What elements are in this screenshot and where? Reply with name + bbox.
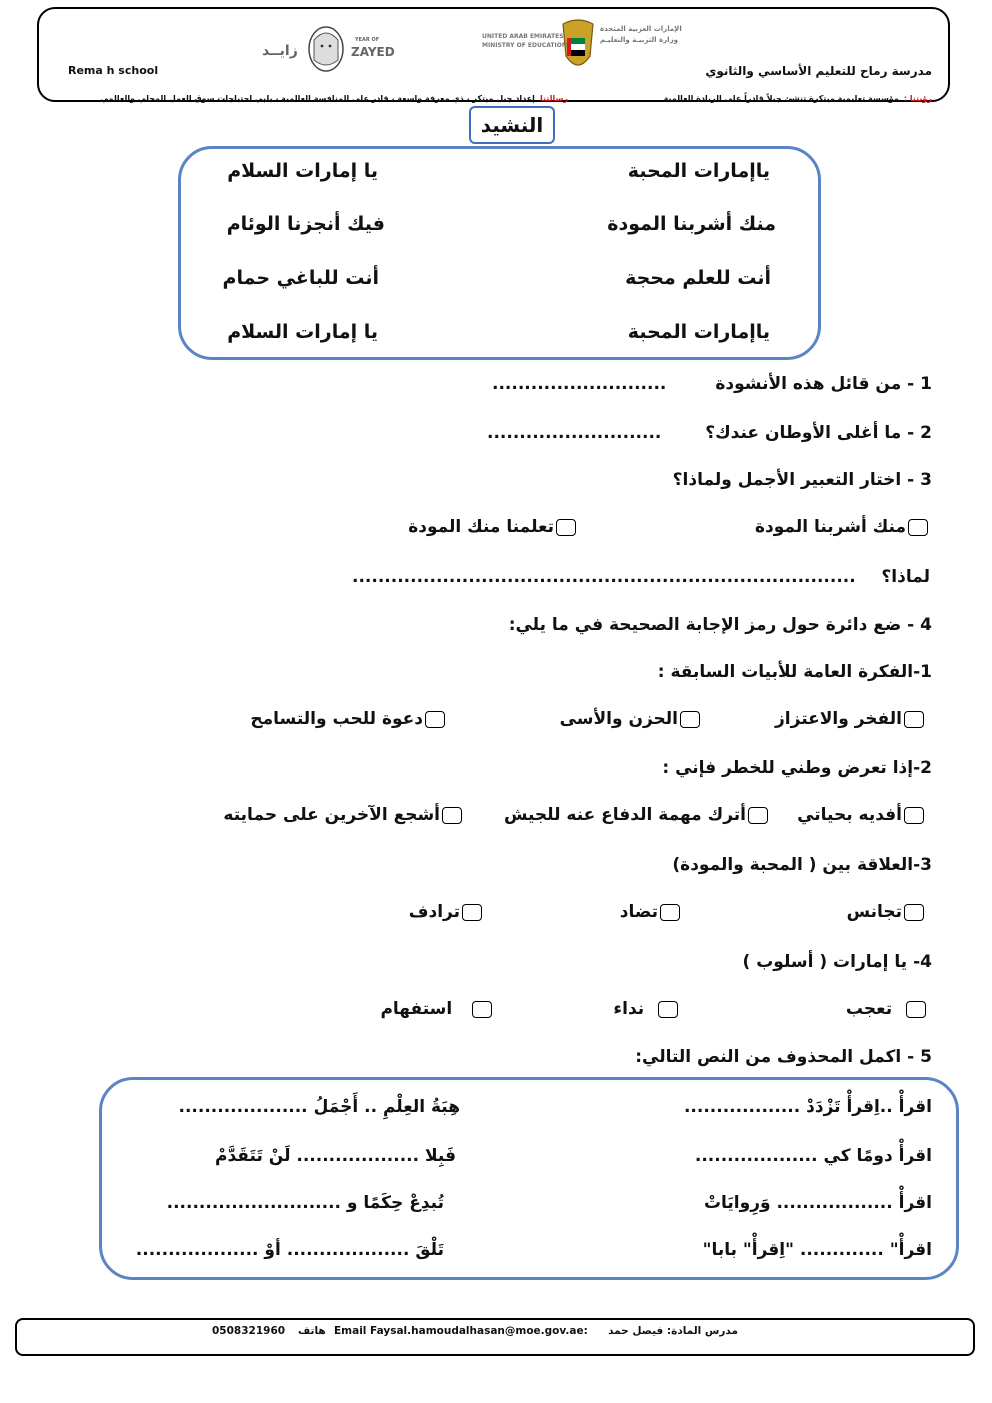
footer-phone: 0508321960 — [212, 1325, 286, 1337]
s2-option-3[interactable] — [223, 805, 464, 825]
s3-option-3-label: ترادف — [408, 902, 460, 922]
zayed-logo-en: ZAYED — [351, 45, 395, 59]
s1-option-2-label: الحزن والأسى — [559, 709, 678, 729]
s4-option-3[interactable] — [380, 999, 494, 1019]
s2-option-2-checkbox[interactable] — [748, 807, 768, 824]
s1-option-1-label: الفخر والاعتزاز — [775, 709, 902, 729]
question-4: 4 - ضع دائرة حول رمز الإجابة الصحيحة في ما يلي: — [508, 615, 932, 635]
school-name-en: Rema h school — [68, 64, 159, 77]
poem-line-4-right: ياإمارات المحبة — [627, 321, 770, 343]
vision-text: مؤسسة تعليمية مبتكرة تنشئ جيلاً قادراً على الريادة العالمية — [663, 94, 899, 103]
q3-option-2[interactable] — [408, 517, 578, 537]
ministry-en-1: UNITED ARAB EMIRATES — [482, 33, 564, 40]
fill-line-2-right[interactable]: اقرأْ دومًا كي ................... — [694, 1146, 932, 1166]
s3-option-2[interactable] — [620, 902, 682, 922]
question-1-answer[interactable]: ........................... — [492, 374, 667, 394]
poem-line-2-left: فيك أنجزنا الوئام — [226, 213, 385, 235]
poem-line-1-left: يا إمارات السلام — [227, 160, 378, 182]
q3-option-2-label: تعلمنا منك المودة — [408, 517, 554, 537]
s3-option-1-checkbox[interactable] — [904, 904, 924, 921]
q3-option-2-checkbox[interactable] — [556, 519, 576, 536]
s4-option-1-label: تعجب — [845, 999, 893, 1019]
q3-option-1[interactable] — [755, 517, 930, 537]
vision-label: رؤيتنا : — [903, 94, 932, 103]
fill-line-3-left[interactable]: تُبدِعْ حِكَمًا و ........................... — [166, 1193, 444, 1213]
fill-line-4-left[interactable]: تَلْقَ ................... أوْ ................... — [135, 1240, 444, 1260]
s4-option-1-checkbox[interactable] — [906, 1001, 926, 1018]
footer-frame — [15, 1318, 975, 1356]
poem-line-1-right: ياإمارات المحبة — [627, 160, 770, 182]
ministry-ar-2: وزارة التربيـة والتعليـم — [600, 36, 678, 44]
s2-option-2[interactable] — [504, 805, 770, 825]
s1-option-3[interactable] — [250, 709, 447, 729]
s2-option-2-label: أترك مهمة الدفاع عنه للجيش — [503, 805, 746, 825]
s4-option-2-label: نداء — [613, 999, 645, 1019]
q4-sub-3: 3-العلاقة بين ( المحبة والمودة) — [672, 855, 932, 875]
poem-line-2-right: منك أشربنا المودة — [607, 213, 776, 235]
s2-option-1-checkbox[interactable] — [904, 807, 924, 824]
s4-option-2-checkbox[interactable] — [658, 1001, 678, 1018]
school-name-ar: مدرسة رماح للتعليم الأساسي والثانوي — [705, 64, 932, 78]
ministry-en-2: MINISTRY OF EDUCATION — [482, 42, 567, 49]
footer-phone-label: هاتف — [298, 1325, 326, 1337]
fill-line-2-left[interactable]: فَبِلا ................... لَنْ تَتَقَدَّمْ — [215, 1146, 456, 1166]
footer-teacher: مدرس المادة: فيصل حمد — [608, 1325, 738, 1337]
s2-option-1[interactable] — [797, 805, 926, 825]
footer-email: Email Faysal.hamoudalhasan@moe.gov.ae: — [334, 1325, 588, 1337]
vision-line — [664, 86, 932, 105]
fill-line-4-right[interactable]: اقرأْ" ............. "اِقرأْ" بابا" — [702, 1240, 932, 1260]
s3-option-3-checkbox[interactable] — [462, 904, 482, 921]
s3-option-3[interactable] — [409, 902, 484, 922]
s3-option-1[interactable] — [847, 902, 926, 922]
question-2: 2 - ما أغلى الأوطان عندك؟ — [705, 423, 932, 443]
s1-option-3-checkbox[interactable] — [425, 711, 445, 728]
page-title: النشيد — [469, 106, 555, 144]
question-1: 1 - من قائل هذه الأنشودة — [715, 374, 932, 394]
q4-sub-4: 4- يا إمارات ( أسلوب ) — [742, 952, 932, 972]
q4-sub-2: 2-إذا تعرض وطني للخطر فإني : — [662, 758, 932, 778]
s1-option-2[interactable] — [560, 709, 702, 729]
s4-option-1[interactable] — [846, 999, 928, 1019]
s3-option-1-label: تجانس — [846, 902, 902, 922]
mission-text: إعداد جيل مبتكر ، ذي معرفة واسعة ، قادر على المنافسة العالمية ، يلبي احتياجات سوق العمل المحلي والعالمي — [100, 94, 535, 103]
zayed-logo-ar: زايــد — [262, 43, 298, 59]
s3-option-2-label: تضاد — [619, 902, 658, 922]
q3-option-1-label: منك أشربنا المودة — [755, 517, 906, 537]
zayed-logo-year: YEAR OF — [355, 37, 380, 43]
q3-option-1-checkbox[interactable] — [908, 519, 928, 536]
poem-line-3-right: أنت للعلم محجة — [625, 267, 771, 289]
s4-option-2[interactable] — [613, 999, 680, 1019]
mission-line — [100, 86, 568, 105]
s1-option-1[interactable] — [775, 709, 926, 729]
q4-sub-1: 1-الفكرة العامة للأبيات السابقة : — [657, 662, 932, 682]
poem-line-3-left: أنت للباغي حمام — [222, 267, 379, 289]
q3-why: لماذا؟ — [881, 567, 930, 587]
poem-line-4-left: يا إمارات السلام — [227, 321, 378, 343]
s1-option-1-checkbox[interactable] — [904, 711, 924, 728]
s1-option-3-label: دعوة للحب والتسامح — [250, 709, 423, 729]
q3-why-answer[interactable]: .............................................................................. — [352, 567, 856, 587]
fill-line-1-left[interactable]: هِبَةُ العِلْمِ .. أَجْمَلُ .................... — [178, 1097, 460, 1117]
question-5: 5 - اكمل المحذوف من النص التالي: — [635, 1047, 932, 1067]
s4-option-3-label: استفهام — [380, 999, 453, 1019]
s4-option-3-checkbox[interactable] — [472, 1001, 492, 1018]
question-2-answer[interactable]: ........................... — [487, 423, 662, 443]
fill-line-3-right[interactable]: اقرأْ .................. وَرِوايَاتْ — [703, 1193, 932, 1213]
ministry-ar-1: الإمارات العربية المتحدة — [600, 25, 682, 33]
s2-option-3-label: أشجع الآخرين على حمايته — [223, 805, 440, 825]
s2-option-3-checkbox[interactable] — [442, 807, 462, 824]
s3-option-2-checkbox[interactable] — [660, 904, 680, 921]
fill-line-1-right[interactable]: اقرأْ ..اِقرأْ تَزْدَدْ .................. — [683, 1097, 932, 1117]
s2-option-1-label: أفديه بحياتي — [797, 805, 902, 825]
mission-label: رسالتنا — [539, 94, 568, 103]
s1-option-2-checkbox[interactable] — [680, 711, 700, 728]
question-3: 3 - اختار التعبير الأجمل ولماذا؟ — [672, 470, 932, 490]
